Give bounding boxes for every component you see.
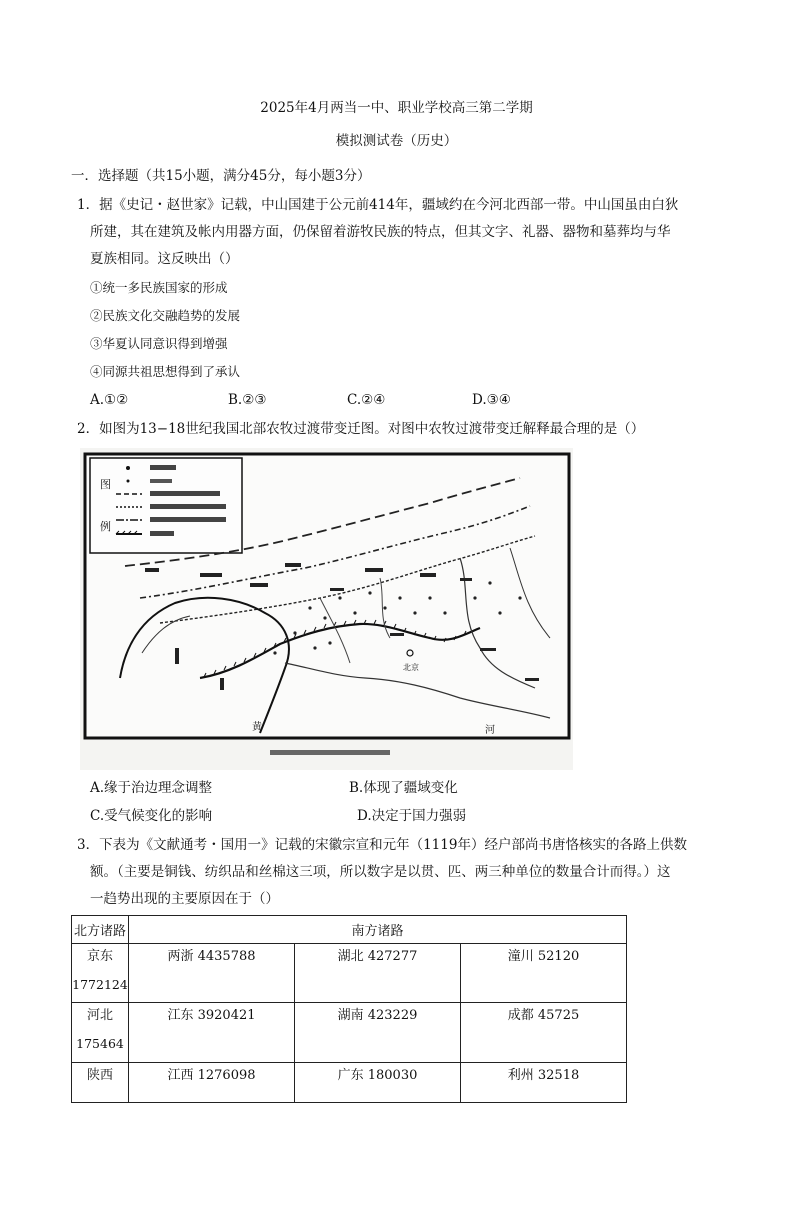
south-cell: [461, 1003, 627, 1063]
legend-char-2: 例: [100, 520, 111, 533]
legend-char-1: 图: [100, 478, 111, 491]
q1-item-1: ①统一多民族国家的形成: [90, 280, 228, 295]
south-value: 成都 45725: [507, 1008, 580, 1023]
south-value: 利州 32518: [507, 1068, 580, 1083]
map-label-beijing: 北京: [403, 663, 419, 672]
q1-item-3: ③华夏认同意识得到增强: [90, 336, 228, 351]
north-name: 河北: [86, 1008, 113, 1023]
map-label-he: 河: [485, 725, 495, 736]
map-figure: [80, 448, 573, 770]
q1-option-b: B.②③: [228, 392, 267, 408]
south-cell: [129, 944, 295, 1003]
q1-item-2: ②民族文化交融趋势的发展: [90, 308, 241, 323]
north-value: 175464: [76, 1036, 124, 1051]
q2-option-c: C.受气候变化的影响: [90, 808, 213, 824]
q3-stem-line-3: 一趋势出现的主要原因在于（）: [90, 891, 279, 907]
farming-pastoral-map: [80, 448, 573, 770]
q1-option-d: D.③④: [472, 392, 511, 408]
south-value: 两浙 4435788: [167, 949, 256, 964]
south-value: 潼川 52120: [507, 949, 580, 964]
q1-stem-line-1: 1．据《史记・赵世家》记载，中山国建于公元前414年，疆域约在今河北西部一带。中山国虽由白狄: [77, 197, 679, 213]
table-row: [72, 944, 627, 1003]
q1-option-c: C.②④: [347, 392, 386, 408]
south-value: 湖南 423229: [337, 1008, 418, 1023]
south-cell: [129, 1063, 295, 1103]
south-cell: [129, 1003, 295, 1063]
exam-title: 2025年4月两当一中、职业学校高三第二学期: [260, 100, 533, 116]
header-north: 北方诸路: [72, 916, 129, 944]
north-name: 京东: [86, 949, 113, 964]
exam-subtitle: 模拟测试卷（历史）: [335, 133, 458, 149]
south-value: 广东 180030: [337, 1068, 418, 1083]
north-value: 1772124: [72, 977, 128, 992]
map-caption-strip: [270, 750, 390, 755]
north-cell: [72, 1063, 129, 1103]
south-value: 湖北 427277: [337, 949, 418, 964]
table-header-row: [72, 916, 627, 944]
header-south: 南方诸路: [129, 916, 627, 944]
q2-stem: 2．如图为13−18世纪我国北部农牧过渡带变迁图。对图中农牧过渡带变迁解释最合理的是（）: [77, 421, 645, 437]
q2-option-a: A.缘于治边理念调整: [90, 780, 213, 796]
south-cell: [295, 944, 461, 1003]
map-legend: [90, 458, 242, 553]
south-cell: [461, 1063, 627, 1103]
q1-stem-line-2: 所建，其在建筑及帐内用器方面，仍保留着游牧民族的特点，但其文字、礼器、器物和墓葬均与华: [90, 224, 671, 240]
south-cell: [295, 1063, 461, 1103]
south-value: 江东 3920421: [167, 1008, 256, 1023]
north-cell: [72, 944, 129, 1003]
map-label-huang: 黄: [252, 722, 262, 733]
south-cell: [461, 944, 627, 1003]
table-row: [72, 1063, 627, 1103]
south-cell: [295, 1003, 461, 1063]
q2-option-d: D.决定于国力强弱: [357, 808, 467, 824]
table-row: [72, 1003, 627, 1063]
south-value: 江西 1276098: [167, 1068, 256, 1083]
q1-item-4: ④同源共祖思想得到了承认: [90, 364, 241, 379]
q1-option-a: A.①②: [90, 392, 129, 408]
q3-stem-line-1: 3．下表为《文献通考・国用一》记载的宋徽宗宣和元年（1119年）经户部尚书唐恪核实的各路上供数: [77, 837, 687, 853]
tribute-table: [71, 915, 627, 1103]
q1-stem-line-3: 夏族相同。这反映出（）: [90, 251, 239, 267]
section-heading: 一．选择题（共15小题，满分45分，每小题3分）: [71, 168, 371, 184]
north-name: 陕西: [86, 1068, 113, 1083]
q3-stem-line-2: 额。（主要是铜钱、纺织品和丝棉这三项，所以数字是以贯、匹、两三种单位的数量合计而得。）这: [90, 864, 671, 880]
q2-option-b: B.体现了疆域变化: [349, 780, 458, 796]
north-cell: [72, 1003, 129, 1063]
